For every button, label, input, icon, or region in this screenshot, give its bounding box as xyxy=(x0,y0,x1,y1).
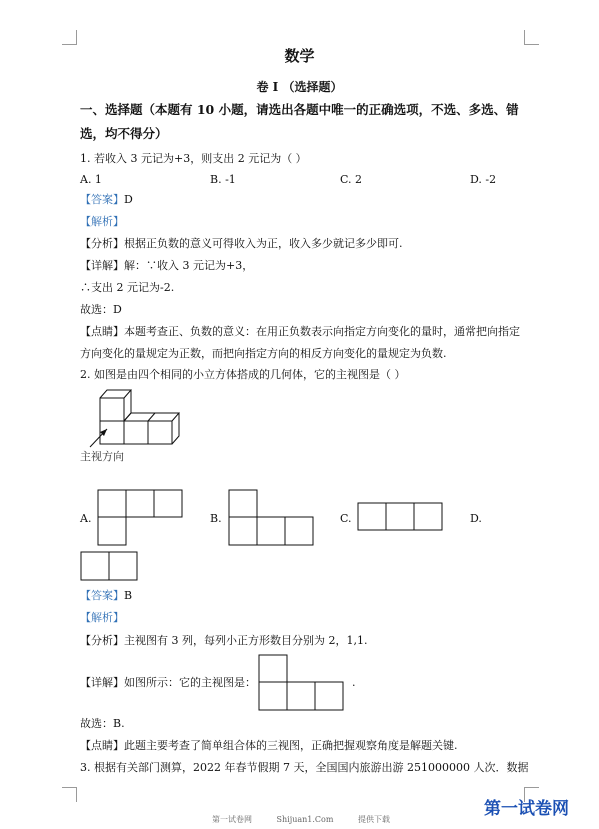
q2-option-d-figure xyxy=(80,551,138,581)
page-title: 数学 xyxy=(284,47,315,65)
q1-analysis-line xyxy=(80,215,124,229)
q2-xiangjie-period: . xyxy=(352,676,356,689)
analysis-tag: 【解析】 xyxy=(80,215,124,228)
q2-xiangjie: 如图所示：它的主视图是： xyxy=(124,676,256,689)
q2-option-b-figure xyxy=(228,489,314,547)
q1-answer: D xyxy=(124,193,133,206)
q1-choose: 故选：D xyxy=(80,303,122,316)
section-heading-line1: 一、选择题（本题有 10 小题，请选出各题中唯一的正确选项，不选、多选、错 xyxy=(80,102,519,117)
q2-option-a: A. xyxy=(80,512,92,525)
q3-stem: 3. 根据有关部门测算，2022 年春节假期 7 天，全国国内旅游出游 251000000 人次．数据 xyxy=(80,761,529,774)
q2-choose: 故选：B. xyxy=(80,717,125,730)
q2-xiangjie-line xyxy=(80,676,256,690)
q1-option-b: B. -1 xyxy=(210,173,236,186)
q1-answer-line xyxy=(80,193,133,207)
dianjing-tag: 【点睛】 xyxy=(80,325,124,338)
volume-heading: 卷 I （选择题） xyxy=(256,80,343,94)
q2-option-c-figure xyxy=(357,502,443,532)
q1-fenxi-line xyxy=(80,237,403,251)
q1-dianjing-line2: 方向变化的量规定为正数，而把向指定方向的相反方向变化的量规定为负数. xyxy=(80,347,447,360)
q1-option-a: A. 1 xyxy=(80,173,102,186)
xiangjie-tag: 【详解】 xyxy=(80,259,124,272)
q1-option-c: C. 2 xyxy=(340,173,363,186)
crop-mark-bottom-left xyxy=(62,787,77,802)
q2-dianjing: 此题主要考查了简单组合体的三视图，正确把握观察角度是解题关键. xyxy=(124,739,458,752)
crop-mark-top-right xyxy=(524,30,539,45)
q1-dianjing-line1: 【点睛】本题考查正、负数的意义：在用正负数表示向指定方向变化的量时，通常把向指定 xyxy=(80,325,520,338)
q2-option-a-figure xyxy=(97,489,183,547)
q1-fenxi: 根据正负数的意义可得收入为正，收入多少就记多少即可. xyxy=(124,237,403,250)
footer-item: 提供下载 xyxy=(358,815,390,824)
q1-xiangjie: 解：∵收入 3 元记为+3， xyxy=(124,259,254,272)
q1-step2: ∴支出 2 元记为-2. xyxy=(80,281,175,294)
q1-xiangjie-line xyxy=(80,259,253,273)
fenxi-tag: 【分析】 xyxy=(80,237,124,250)
brand-logo-text: 第一试卷网 xyxy=(484,799,569,819)
answer-tag: 【答案】 xyxy=(80,589,124,602)
q2-solid-figure xyxy=(95,385,185,450)
dianjing-tag: 【点睛】 xyxy=(80,739,124,752)
q2-dianjing-line xyxy=(80,739,458,753)
section-heading-line2: 选，均不得分） xyxy=(80,126,168,141)
q2-fenxi: 主视图有 3 列，每列小正方形数目分别为 2，1,1. xyxy=(124,634,368,647)
q2-option-b: B. xyxy=(210,512,222,525)
q2-stem: 2. 如图是由四个相同的小立方体搭成的几何体，它的主视图是（ ） xyxy=(80,368,406,381)
q2-solution-figure xyxy=(258,654,346,712)
q2-analysis-line xyxy=(80,611,124,625)
q1-stem: 1. 若收入 3 元记为+3，则支出 2 元记为（ ） xyxy=(80,152,307,165)
q1-option-d: D. -2 xyxy=(470,173,497,186)
xiangjie-tag: 【详解】 xyxy=(80,676,124,689)
analysis-tag: 【解析】 xyxy=(80,611,124,624)
q2-fenxi-line xyxy=(80,634,367,648)
footer xyxy=(212,814,412,825)
answer-tag: 【答案】 xyxy=(80,193,124,206)
footer-item: Shijuan1.Com xyxy=(276,815,334,824)
fenxi-tag: 【分析】 xyxy=(80,634,124,647)
q2-option-c: C. xyxy=(340,512,352,525)
q2-answer: B xyxy=(124,589,133,602)
footer-item: 第一试卷网 xyxy=(212,815,252,824)
q2-view-label: 主视方向 xyxy=(80,450,124,463)
q2-answer-line xyxy=(80,589,132,603)
crop-mark-top-left xyxy=(62,30,77,45)
q2-option-d: D. xyxy=(470,512,482,525)
